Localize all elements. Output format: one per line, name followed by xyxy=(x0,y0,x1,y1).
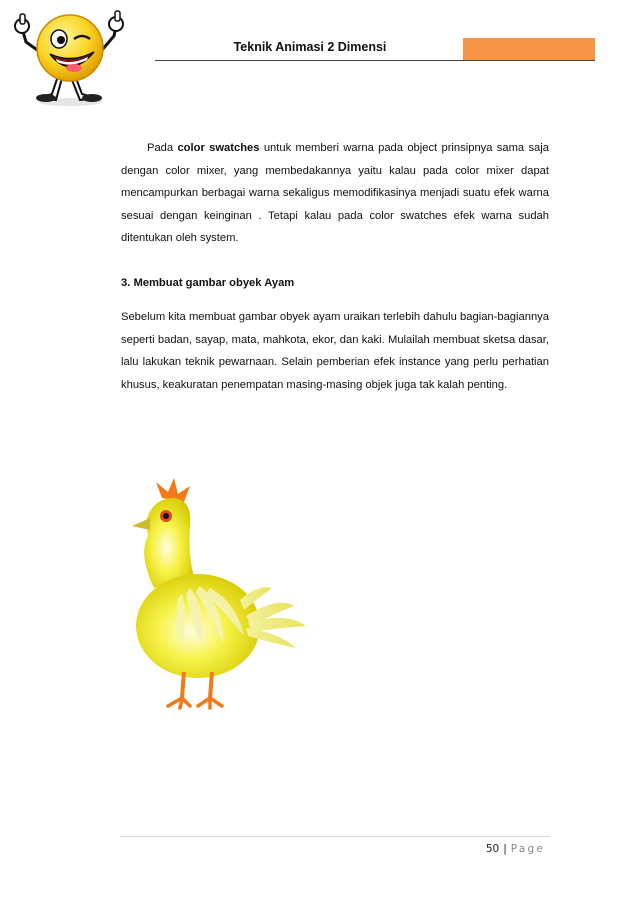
header-accent-bar xyxy=(463,38,595,60)
page-content xyxy=(121,137,549,396)
header-divider xyxy=(155,60,595,61)
yellow-chicken-illustration xyxy=(128,476,310,712)
section-heading: 3. Membuat gambar obyek Ayam xyxy=(121,276,295,289)
page-footer xyxy=(440,843,545,855)
page-number: 50 xyxy=(485,843,500,855)
paragraph-rest: untuk memberi warna pada object prinsipnya sama saja dengan color mixer, yang membedakannya yaitu kalau pada color mixer dapat mencampurkan berbagai warna sekaligus memodifikasinya menjadi suatu efek warna sesuai dengan keinginan . Tetapi kalau pada color swatches efek warna sudah ditentukan oleh system. xyxy=(121,142,549,244)
page-label: Page xyxy=(510,843,545,855)
footer-separator: | xyxy=(503,843,507,855)
bold-term: color swatches xyxy=(177,142,260,154)
header-title: Teknik Animasi 2 Dimensi xyxy=(233,40,387,54)
paragraph-color-swatches xyxy=(121,137,549,250)
footer-divider xyxy=(120,836,550,837)
paragraph-prefix: Pada xyxy=(147,142,178,154)
paragraph-membuat-ayam: Sebelum kita membuat gambar obyek ayam uraikan terlebih dahulu bagian-bagiannya seperti badan, sayap, mata, mahkota, ekor, dan kaki. Mulailah membuat sketsa dasar, lalu lakukan teknik pewarnaan. Selain pemberian efek instance yang perlu perhatian khusus, keakuratan penempatan masing-masing objek juga tak kalah penting. xyxy=(121,311,549,391)
smiley-thumbs-up-icon xyxy=(12,6,130,108)
